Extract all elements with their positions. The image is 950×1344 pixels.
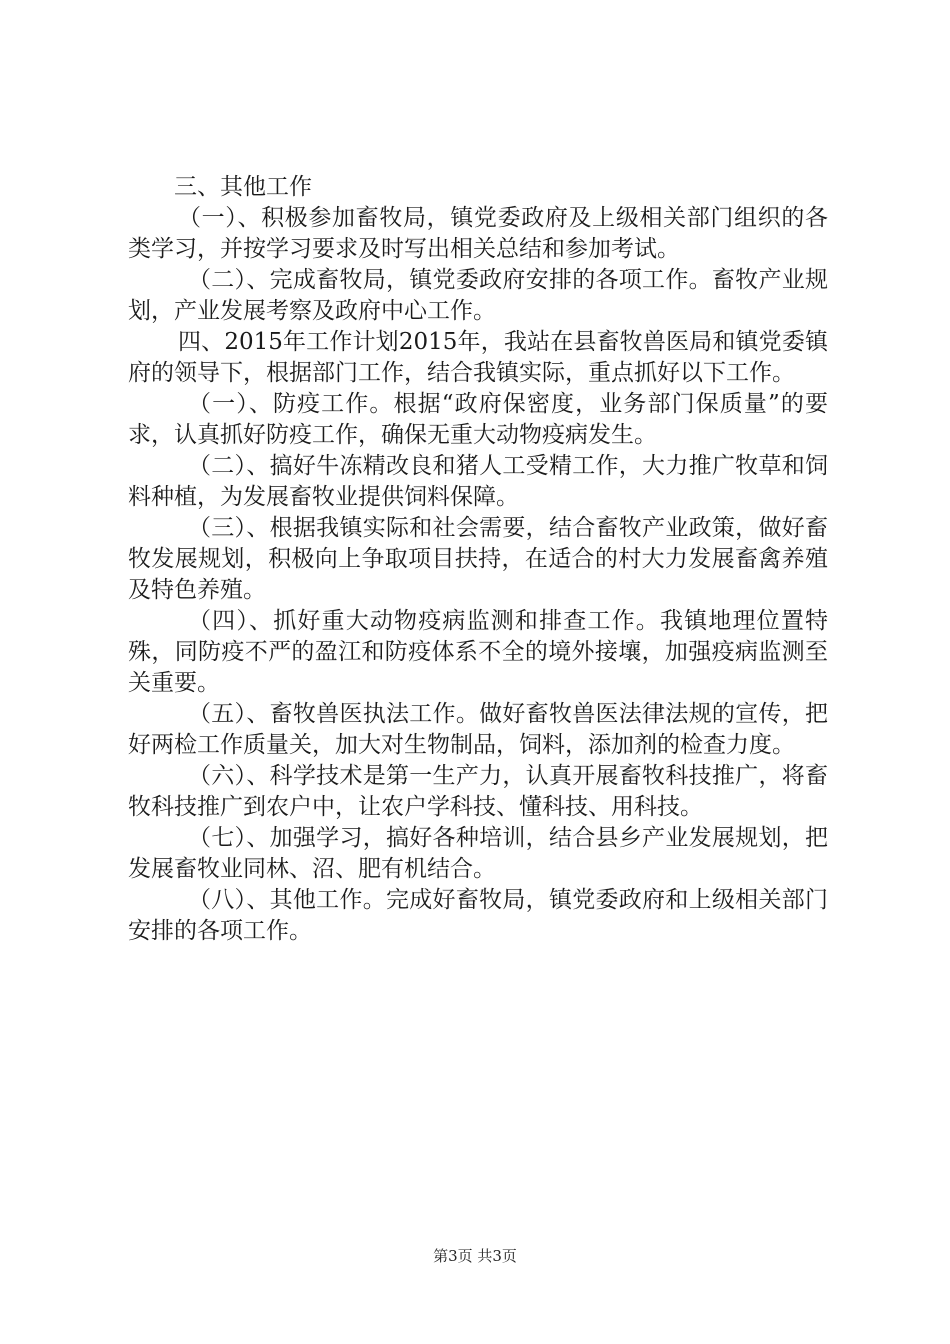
paragraph-item: （三）、根据我镇实际和社会需要，结合畜牧产业政策，做好畜牧发展规划，积极向上争取项目扶持，在适合的村大力发展畜禽养殖及特色养殖。	[128, 515, 828, 603]
paragraph-item: （二）、搞好牛冻精改良和猪人工受精工作，大力推广牧草和饲料种植，为发展畜牧业提供饲料保障。	[128, 453, 828, 510]
document-body	[128, 172, 828, 947]
paragraph-item: （四）、抓好重大动物疫病监测和排查工作。我镇地理位置特殊，同防疫不严的盈江和防疫体系不全的境外接壤，加强疫病监测至关重要。	[128, 608, 828, 696]
paragraph-item: （七）、加强学习，搞好各种培训，结合县乡产业发展规划，把发展畜牧业同林、沼、肥有机结合。	[128, 825, 828, 882]
paragraph-item: （二）、完成畜牧局，镇党委政府安排的各项工作。畜牧产业规划，产业发展考察及政府中心工作。	[128, 267, 828, 324]
paragraph-item: （一）、防疫工作。根据“政府保密度，业务部门保质量”的要求，认真抓好防疫工作，确保无重大动物疫病发生。	[128, 391, 828, 448]
paragraph-item: （八）、其他工作。完成好畜牧局，镇党委政府和上级相关部门安排的各项工作。	[128, 887, 828, 944]
paragraph-item: （六）、科学技术是第一生产力，认真开展畜牧科技推广，将畜牧科技推广到农户中，让农户学科技、懂科技、用科技。	[128, 763, 828, 820]
section-heading-plan: 四、2015年工作计划2015年，我站在县畜牧兽医局和镇党委镇府的领导下，根据部门工作，结合我镇实际，重点抓好以下工作。	[128, 329, 828, 386]
paragraph-item: （一）、积极参加畜牧局，镇党委政府及上级相关部门组织的各类学习，并按学习要求及时写出相关总结和参加考试。	[128, 205, 828, 262]
section-heading-other-work: 三、其他工作	[174, 174, 312, 200]
paragraph-item: （五）、畜牧兽医执法工作。做好畜牧兽医法律法规的宣传，把好两检工作质量关，加大对生物制品，饲料，添加剂的检查力度。	[128, 701, 828, 758]
page-footer: 第3页 共3页	[433, 1247, 517, 1265]
